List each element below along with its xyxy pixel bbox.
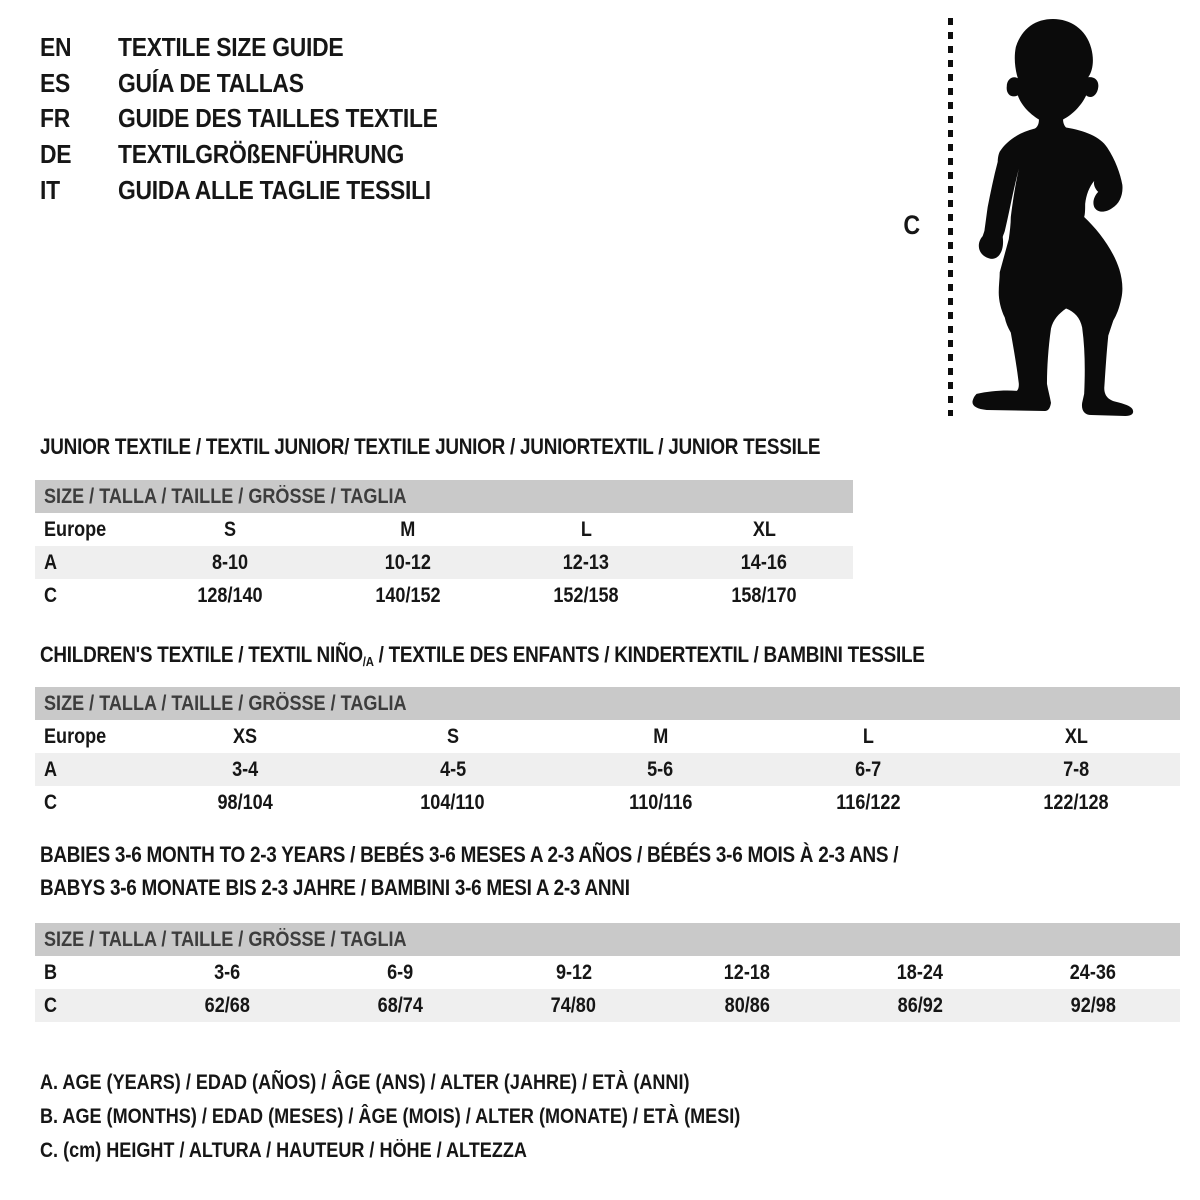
legend-line-height-cm: C. (cm) HEIGHT / ALTURA / HAUTEUR / HÖHE / ALTEZZA [40, 1139, 527, 1162]
table-cell: XS [232, 724, 257, 748]
table-row [35, 546, 853, 579]
table-cell: M [652, 724, 669, 748]
language-title: TEXTILGRÖßENFÜHRUNG [118, 139, 405, 170]
table-cell: B [44, 960, 58, 984]
table-cell: 98/104 [217, 790, 273, 814]
table-cell: A [44, 757, 58, 781]
legend-line-age-months: B. AGE (MONTHS) / EDAD (MESES) / ÂGE (MOIS) / ALTER (MONATE) / ETÀ (MESI) [40, 1105, 741, 1128]
table-row [35, 720, 1180, 753]
table-cell: 140/152 [375, 583, 441, 607]
table-cell: 122/128 [1043, 790, 1109, 814]
table-cell: C [44, 583, 58, 607]
table-cell: 116/122 [836, 790, 901, 814]
table-cell: 7-8 [1063, 757, 1090, 781]
language-row [40, 101, 481, 137]
table-cell: 74/80 [551, 993, 597, 1017]
language-code: EN [40, 32, 72, 63]
table-row [35, 753, 1180, 786]
language-row [40, 137, 481, 173]
table-cell: 24-36 [1069, 960, 1117, 984]
table-cell: 5-6 [647, 757, 674, 781]
children-section-title [40, 642, 1069, 668]
legend-line-age-years: A. AGE (YEARS) / EDAD (AÑOS) / ÂGE (ANS) / ALTER (JAHRE) / ETÀ (ANNI) [40, 1071, 690, 1094]
language-row [40, 172, 481, 208]
table-cell: S [446, 724, 459, 748]
table-row [35, 956, 1180, 989]
babies-size-table [35, 923, 1180, 1022]
table-cell: 68/74 [378, 993, 424, 1017]
language-list [40, 30, 481, 208]
table-cell: L [862, 724, 874, 748]
table-cell: 104/110 [420, 790, 485, 814]
table-cell: 110/116 [628, 790, 693, 814]
language-title: GUÍA DE TALLAS [118, 67, 304, 98]
table-cell: 80/86 [724, 993, 770, 1017]
table-cell: 12-18 [723, 960, 770, 984]
size-header-band: SIZE / TALLA / TAILLE / GRÖSSE / TAGLIA [35, 687, 1180, 720]
table-cell: XL [752, 517, 776, 541]
babies-section-title-line2: BABYS 3-6 MONATE BIS 2-3 JAHRE / BAMBINI 3-6 MESI A 2-3 ANNI [40, 875, 630, 900]
height-label: C [903, 210, 921, 240]
table-row [35, 513, 853, 546]
table-cell: 158/170 [731, 583, 797, 607]
children-title-sub: /A [362, 653, 374, 669]
table-cell: 4-5 [439, 757, 466, 781]
language-title: GUIDE DES TAILLES TEXTILE [118, 103, 438, 134]
table-cell: 62/68 [204, 993, 251, 1017]
language-row [40, 30, 481, 66]
size-header-band: SIZE / TALLA / TAILLE / GRÖSSE / TAGLIA [35, 480, 853, 513]
language-code: IT [40, 174, 60, 205]
table-cell: XL [1064, 724, 1088, 748]
table-cell: 10-12 [384, 550, 432, 574]
table-cell: Europe [44, 517, 107, 541]
table-cell: 14-16 [740, 550, 788, 574]
junior-size-table [35, 480, 853, 612]
babies-section-title-line1: BABIES 3-6 MONTH TO 2-3 YEARS / BEBÉS 3-6 MESES A 2-3 AÑOS / BÉBÉS 3-6 MOIS À 2-3 ANS / [40, 842, 899, 867]
table-row [35, 579, 853, 612]
language-code: ES [40, 67, 71, 98]
language-code: FR [40, 103, 70, 134]
language-title: TEXTILE SIZE GUIDE [118, 32, 344, 63]
table-row [35, 989, 1180, 1022]
table-cell: Europe [44, 724, 107, 748]
table-cell: 128/140 [197, 583, 263, 607]
baby-silhouette-icon [966, 16, 1138, 418]
table-cell: C [44, 993, 58, 1017]
table-cell: S [223, 517, 237, 541]
legend [40, 1066, 854, 1168]
children-size-table [35, 687, 1180, 819]
height-dashed-line [946, 16, 955, 418]
table-cell: A [44, 550, 58, 574]
table-cell: 3-6 [214, 960, 241, 984]
junior-section-title: JUNIOR TEXTILE / TEXTIL JUNIOR/ TEXTILE JUNIOR / JUNIORTEXTIL / JUNIOR TESSILE [40, 434, 821, 459]
table-cell: 92/98 [1070, 993, 1116, 1017]
table-cell: 6-7 [855, 757, 882, 781]
children-title-text: / TEXTILE DES ENFANTS / KINDERTEXTIL / BAMBINI TESSILE [373, 641, 925, 667]
table-cell: C [44, 790, 58, 814]
table-cell: 86/92 [897, 993, 943, 1017]
table-cell: 8-10 [211, 550, 249, 574]
table-cell: 12-13 [562, 550, 610, 574]
table-cell: 3-4 [231, 757, 258, 781]
table-cell: M [400, 517, 416, 541]
table-cell: 6-9 [387, 960, 414, 984]
table-cell: L [580, 517, 592, 541]
table-cell: 18-24 [896, 960, 944, 984]
size-header-band: SIZE / TALLA / TAILLE / GRÖSSE / TAGLIA [35, 923, 1180, 956]
table-cell: 9-12 [555, 960, 592, 984]
language-title: GUIDA ALLE TAGLIE TESSILI [118, 174, 431, 205]
language-code: DE [40, 139, 72, 170]
language-row [40, 66, 481, 102]
table-cell: 152/158 [553, 583, 619, 607]
table-row [35, 786, 1180, 819]
children-title-text: CHILDREN'S TEXTILE / TEXTIL NIÑO [40, 641, 363, 667]
